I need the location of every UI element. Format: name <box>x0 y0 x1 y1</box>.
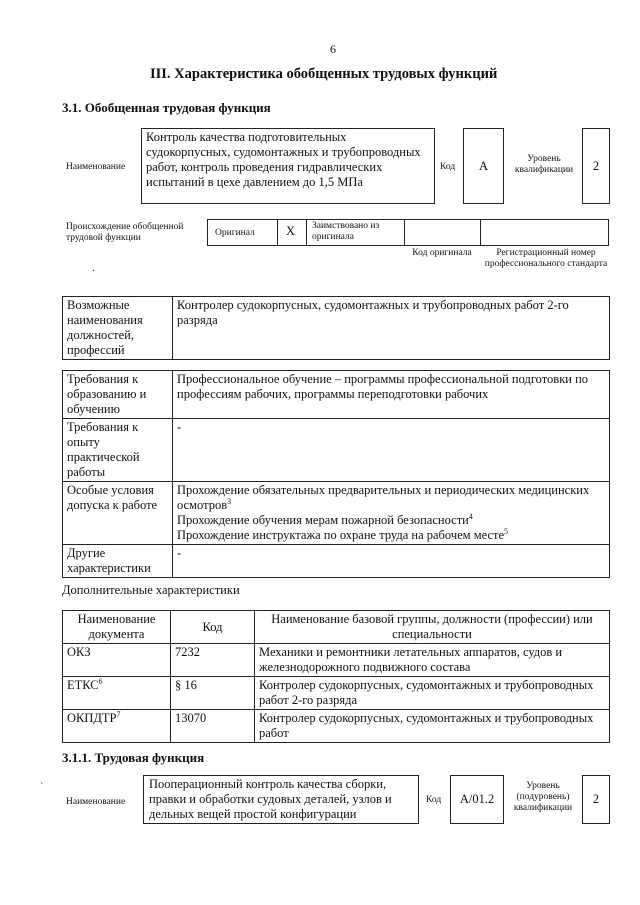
level-value: 2 <box>582 128 610 204</box>
table-row <box>63 545 610 578</box>
origin-label: Происхождение обобщенной трудовой функции <box>66 222 184 243</box>
req-label: Другие характеристики <box>63 545 173 578</box>
divider <box>480 219 481 246</box>
req-value: - <box>173 419 610 482</box>
divider <box>404 219 405 246</box>
subsection-title-3-1-1: 3.1.1. Трудовая функция <box>62 750 205 765</box>
code-cell: 7232 <box>171 644 255 677</box>
positions-value: Контролер судокорпусных, судомонтажных и трубопроводных работ 2-го разряда <box>173 297 610 360</box>
req-value <box>173 482 610 545</box>
code-cell: 13070 <box>171 710 255 743</box>
divider <box>306 219 307 246</box>
footnote-mark: 7 <box>116 709 121 719</box>
name-cell: Механики и ремонтники летательных аппаратов, судов и железнодорожного подвижного состава <box>255 644 610 677</box>
code-label: Код <box>440 162 456 172</box>
table-row <box>63 677 610 710</box>
footnote-mark: 3 <box>227 496 232 506</box>
original-label: Оригинал <box>215 228 255 238</box>
positions-table <box>62 296 610 360</box>
level-value-311: 2 <box>582 775 610 824</box>
table-row <box>63 297 610 360</box>
name-value-box-311 <box>143 775 419 824</box>
footnote-mark: 5 <box>504 526 509 536</box>
header-cell: Наименование базовой группы, должности (профессии) или специальности <box>255 611 610 644</box>
table-row <box>63 419 610 482</box>
doc-cell: ОКЗ <box>63 644 171 677</box>
original-mark: X <box>286 224 296 238</box>
reg-number-label: Регистрационный номер профессионального стандарта <box>484 248 608 269</box>
stray-mark: ` <box>40 782 44 793</box>
table-row <box>63 371 610 419</box>
name-value: Контроль качества подготовительных судокорпусных, судомонтажных и трубопроводных работ, контроль проведения гидравлических испытаний в цехе давлением до 1,5 МПа <box>146 130 421 189</box>
divider <box>277 219 278 246</box>
page-number: 6 <box>330 42 336 56</box>
table-row <box>63 482 610 545</box>
section-title: III. Характеристика обобщенных трудовых функций <box>150 66 498 82</box>
req-value: - <box>173 545 610 578</box>
positions-label: Возможные наименования должностей, профессий <box>63 297 173 360</box>
footnote-mark: 4 <box>468 511 473 521</box>
additional-title: Дополнительные характеристики <box>62 583 240 597</box>
req-line: Прохождение инструктажа по охране труда на рабочем месте$^5$ <box>177 526 509 542</box>
code-original-label: Код оригинала <box>412 248 472 258</box>
doc-cell: ОКПДТР$^7$ <box>63 710 171 743</box>
level-label-311: Уровень (подуровень) квалификации <box>513 781 573 813</box>
req-line: Прохождение обучения мерам пожарной безопасности$^4$ <box>177 511 473 527</box>
additional-table <box>62 610 610 743</box>
name-cell: Контролер судокорпусных, судомонтажных и трубопроводных работ <box>255 710 610 743</box>
table-row <box>63 710 610 743</box>
level-label: Уровень квалификации <box>514 154 574 175</box>
name-label-311: Наименование <box>66 797 126 807</box>
subsection-title-3-1: 3.1. Обобщенная трудовая функция <box>62 100 271 115</box>
code-value-311: A/01.2 <box>450 775 504 824</box>
name-cell: Контролер судокорпусных, судомонтажных и трубопроводных работ 2-го разряда <box>255 677 610 710</box>
stray-mark: · <box>92 266 96 277</box>
code-label-311: Код <box>426 795 442 805</box>
req-label: Требования к образованию и обучению <box>63 371 173 419</box>
header-cell: Код <box>171 611 255 644</box>
name-value-311: Пооперационный контроль качества сборки, правки и обработки судовых деталей, узлов и дельных вещей простой конфигурации <box>149 777 392 821</box>
table-row <box>63 644 610 677</box>
req-label: Требования к опыту практической работы <box>63 419 173 482</box>
header-cell: Наименование документа <box>63 611 171 644</box>
borrowed-label: Заимствовано из оригинала <box>312 221 380 242</box>
name-label: Наименование <box>66 162 126 172</box>
code-value: A <box>463 128 504 204</box>
requirements-table <box>62 370 610 578</box>
table-row <box>63 611 610 644</box>
footnote-mark: 6 <box>98 676 103 686</box>
req-value: Профессиональное обучение – программы профессиональной подготовки по профессиям рабочих, программы переподготовки рабочих <box>173 371 610 419</box>
req-label: Особые условия допуска к работе <box>63 482 173 545</box>
name-value-box <box>141 128 435 204</box>
req-line: Прохождение обязательных предварительных и периодических медицинских осмотров$^3$ <box>177 483 590 512</box>
code-cell: § 16 <box>171 677 255 710</box>
doc-cell: ЕТКС$^6$ <box>63 677 171 710</box>
origin-box <box>207 219 609 246</box>
